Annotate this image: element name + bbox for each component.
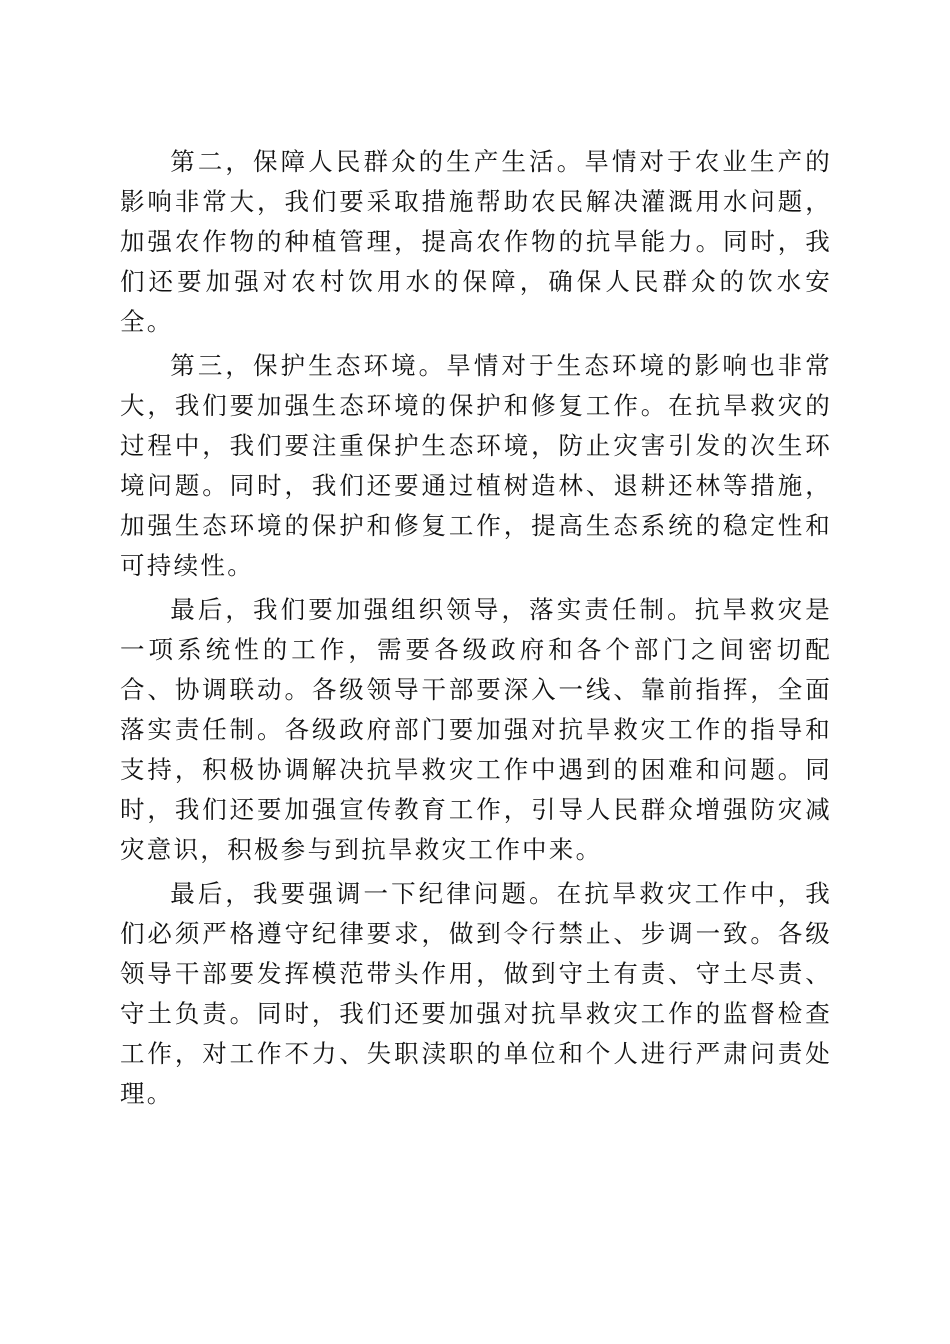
paragraph-ecology: 第三，保护生态环境。旱情对于生态环境的影响也非常大，我们要加强生态环境的保护和修复工作。在抗旱救灾的过程中，我们要注重保护生态环境，防止灾害引发的次生环境问题。同时，我们还要通过植树造林、退耕还林等措施，加强生态环境的保护和修复工作，提高生态系统的稳定性和可持续性。 [120, 351, 832, 580]
paragraph-discipline: 最后，我要强调一下纪律问题。在抗旱救灾工作中，我们必须严格遵守纪律要求，做到令行禁止、步调一致。各级领导干部要发挥模范带头作用，做到守土有责、守土尽责、守土负责。同时，我们还要加强对抗旱救灾工作的监督检查工作，对工作不力、失职渎职的单位和个人进行严肃问责处理。 [120, 879, 832, 1108]
paragraph-leadership: 最后，我们要加强组织领导，落实责任制。抗旱救灾是一项系统性的工作，需要各级政府和各个部门之间密切配合、协调联动。各级领导干部要深入一线、靠前指挥，全面落实责任制。各级政府部门要加强对抗旱救灾工作的指导和支持，积极协调解决抗旱救灾工作中遇到的困难和问题。同时，我们还要加强宣传教育工作，引导人民群众增强防灾减灾意识，积极参与到抗旱救灾工作中来。 [120, 595, 832, 864]
document-body [120, 142, 832, 1114]
paragraph-livelihood: 第二，保障人民群众的生产生活。旱情对于农业生产的影响非常大，我们要采取措施帮助农民解决灌溉用水问题，加强农作物的种植管理，提高农作物的抗旱能力。同时，我们还要加强对农村饮用水的保障，确保人民群众的饮水安全。 [120, 147, 832, 336]
